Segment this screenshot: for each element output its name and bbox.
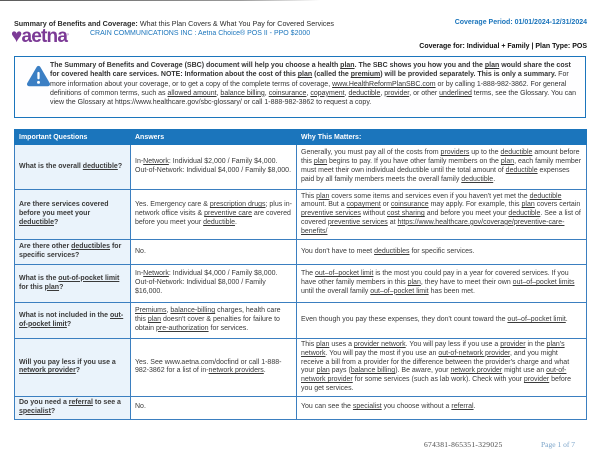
glossary-term[interactable]: balance-billing xyxy=(170,307,216,315)
plan-name-line: CRAIN COMMUNICATIONS INC : Aetna Choice® POS II - PPO $2000 xyxy=(90,30,311,37)
glossary-term[interactable]: coinsurance xyxy=(268,89,307,97)
aetna-logo xyxy=(11,26,69,48)
question-cell: What is not included in the out-of-pocket limit? xyxy=(15,303,131,339)
answer-cell: Yes. Emergency care & prescription drugs; plus in-network office visits & preventive care are covered before you meet your deductible. xyxy=(131,190,297,240)
glossary-term[interactable]: plan xyxy=(484,62,500,69)
table-row xyxy=(15,145,587,190)
glossary-term[interactable]: deductible xyxy=(348,89,381,97)
glossary-term[interactable]: balance billing xyxy=(350,367,396,375)
why-cell: The out–of–pocket limit is the most you could pay in a year for covered services. If you have other family members in this plan, they have to meet their own out–of–pocket limits until the overall family out–of–pocket limit has been met. xyxy=(297,265,587,303)
column-header-important-questions: Important Questions xyxy=(15,130,131,145)
warning-triangle-icon xyxy=(26,65,51,88)
aetna-logo-text: aetna xyxy=(21,26,68,47)
trademark-mark: ’ xyxy=(67,34,69,40)
text-segment: . The SBC shows you how you and the xyxy=(354,62,485,69)
heart-icon: ♥ xyxy=(11,26,22,47)
glossary-term[interactable]: deductible xyxy=(461,175,494,183)
question-cell: Are there services covered before you meet your deductible? xyxy=(15,190,131,240)
why-cell: This plan covers some items and services even if you haven't yet met the deductible amount. But a copayment or coinsurance may apply. For example, this plan covers certain preventive services without cost sharing and before you meet your deductible. See a list of covered preventive services at https://www.healthcare.gov/coverage/preventive-care-benefits/ xyxy=(297,190,587,240)
glossary-term[interactable]: plan xyxy=(316,341,330,348)
glossary-term[interactable]: out-of-pocket limit xyxy=(58,274,120,282)
glossary-term[interactable]: deductibles xyxy=(374,247,410,255)
question-cell: What is the out-of-pocket limit for this plan? xyxy=(15,265,131,303)
glossary-term[interactable]: copayment xyxy=(346,201,381,209)
glossary-term[interactable]: balance billing xyxy=(220,89,265,97)
coverage-period: Coverage Period: 01/01/2024-12/31/2024 xyxy=(454,19,587,26)
column-header-why-this-matters: Why This Matters: xyxy=(297,130,587,145)
glossary-term[interactable]: plan xyxy=(147,316,162,324)
glossary-term[interactable]: referral xyxy=(68,398,93,406)
glossary-term[interactable]: plan xyxy=(521,201,535,209)
column-header-answers: Answers xyxy=(131,130,297,145)
page-title-bold: Summary of Benefits and Coverage: xyxy=(14,19,138,28)
glossary-term[interactable]: plan xyxy=(44,283,60,291)
sbc-summary-box xyxy=(14,56,586,118)
glossary-term[interactable]: preventive services xyxy=(301,210,361,218)
glossary-term[interactable]: Network xyxy=(143,158,169,166)
glossary-term[interactable]: specialist xyxy=(19,407,51,415)
table-row xyxy=(15,303,587,339)
glossary-term[interactable]: out-of-pocket limit xyxy=(19,311,124,328)
glossary-term[interactable]: specialist xyxy=(352,403,382,411)
glossary-term[interactable]: premium xyxy=(350,71,381,79)
link[interactable]: www.HealthReformPlanSBC.com xyxy=(332,80,436,88)
glossary-term[interactable]: plan's network xyxy=(301,341,565,357)
glossary-term[interactable]: copayment xyxy=(310,89,345,97)
table-header-row xyxy=(15,130,587,145)
glossary-term[interactable]: preventive services xyxy=(327,218,388,226)
table-row xyxy=(15,190,587,240)
page-indicator: Page 1 of 7 xyxy=(541,440,575,449)
glossary-term[interactable]: deductible xyxy=(500,149,533,157)
table-row xyxy=(15,339,587,397)
glossary-term[interactable]: deductibles xyxy=(71,243,111,251)
glossary-term[interactable]: network providers xyxy=(208,367,264,375)
table-row xyxy=(15,265,587,303)
glossary-term[interactable]: pre-authorization xyxy=(156,324,209,332)
glossary-term[interactable]: providers xyxy=(440,149,470,157)
question-cell: Are there other deductibles for specific services? xyxy=(15,240,131,265)
why-cell: You can see the specialist you choose without a referral. xyxy=(297,396,587,419)
text-segment: The Summary of Benefits and Coverage (SBC) document will help you choose a health xyxy=(50,62,341,69)
glossary-term[interactable]: deductible xyxy=(505,167,538,174)
glossary-term[interactable]: allowed amount xyxy=(167,89,217,97)
text-segment: (called the xyxy=(312,71,351,79)
glossary-term[interactable]: provider xyxy=(523,376,550,384)
glossary-term[interactable]: provider xyxy=(384,89,410,97)
table-body xyxy=(15,145,587,420)
glossary-term[interactable]: provider network xyxy=(353,341,406,348)
glossary-term[interactable]: referral xyxy=(451,403,474,411)
answer-cell: In-Network: Individual $2,000 / Family $4,000. Out-of-Network: Individual $4,000 / Family $8,000. xyxy=(131,145,297,190)
glossary-term[interactable]: out–of–pocket limit xyxy=(315,270,374,278)
why-cell: You don't have to meet deductibles for specific services. xyxy=(297,240,587,265)
glossary-term[interactable]: preventive care xyxy=(204,210,252,218)
why-cell: Generally, you must pay all of the costs from providers up to the deductible amount before this plan begins to pay. If you have other family members on the plan, each family member must meet their own individual deductible until the total amount of deductible expenses paid by all family members meets the overall family deductible. xyxy=(297,145,587,190)
table-row xyxy=(15,240,587,265)
glossary-term[interactable]: underlined xyxy=(439,89,472,97)
table-row xyxy=(15,396,587,419)
answer-cell: Yes. See www.aetna.com/docfind or call 1-888-982-3862 for a list of in-network providers. xyxy=(131,339,297,397)
glossary-term[interactable]: plan xyxy=(407,279,421,287)
document-number: 674381-865351-329025 xyxy=(424,440,503,449)
answer-cell: In-Network: Individual $4,000 / Family $8,000. Out-of-Network: Individual $8,000 / Family $16,000. xyxy=(131,265,297,303)
glossary-term[interactable]: deductible xyxy=(508,210,541,218)
window-edge-line xyxy=(0,0,320,1)
glossary-term[interactable]: cost sharing xyxy=(387,210,425,218)
glossary-term[interactable]: coinsurance xyxy=(390,201,429,209)
glossary-term[interactable]: plan xyxy=(316,367,330,375)
link[interactable]: https://www.healthcare.gov/coverage/preventive-care-benefits/ xyxy=(301,218,565,235)
why-cell: This plan uses a provider network. You will pay less if you use a provider in the plan's network. You will pay the most if you use an out-of-network provider, and you might receive a bill from a provider for the difference between the provider's charge and what your plan pays (balance billing). Be aware, your network provider might use an out-of-network provider for some services (such as lab work). Check with your provider before you get services. xyxy=(297,339,587,397)
glossary-term[interactable]: deductible xyxy=(19,218,55,226)
glossary-term[interactable]: deductible xyxy=(203,218,236,226)
glossary-term[interactable]: out-of-network provider xyxy=(438,349,510,357)
glossary-term[interactable]: deductible xyxy=(82,162,118,170)
glossary-term[interactable]: network provider xyxy=(19,367,76,375)
answer-cell: No. xyxy=(131,396,297,419)
glossary-term[interactable]: out–of–pocket limit xyxy=(370,287,429,295)
glossary-term[interactable]: out–of–pocket limit xyxy=(507,316,566,324)
question-cell: What is the overall deductible? xyxy=(15,145,131,190)
glossary-term[interactable]: Premiums xyxy=(135,307,167,315)
question-cell: Will you pay less if you use a network provider? xyxy=(15,339,131,397)
glossary-term[interactable]: plan xyxy=(500,158,515,166)
text-segment: would share the cost for covered health care services. NOTE: Information about the cost of this xyxy=(50,62,571,79)
benefits-table xyxy=(14,129,587,420)
glossary-term[interactable]: deductible xyxy=(529,192,562,200)
glossary-term[interactable]: prescription drugs xyxy=(209,201,266,209)
text-segment: ) will be provided separately. This is only a summary. xyxy=(380,71,557,79)
glossary-term[interactable]: plan xyxy=(297,71,313,79)
page-title-rest: What this Plan Covers & What You Pay for Covered Services xyxy=(137,19,334,28)
answer-cell: Premiums, balance-billing charges, health care this plan doesn't cover & penalties for failure to obtain pre-authorization for services. xyxy=(131,303,297,339)
glossary-term[interactable]: Network xyxy=(143,270,169,278)
glossary-term[interactable]: plan xyxy=(316,192,330,200)
why-cell: Even though you pay these expenses, they don't count toward the out–of–pocket limit. xyxy=(297,303,587,339)
coverage-for-line: Coverage for: Individual + Family | Plan Type: POS xyxy=(419,43,587,50)
sbc-summary-text: The Summary of Benefits and Coverage (SBC) document will help you choose a health plan. The SBC shows you how you and the plan would share the cost for covered health care services. NOTE: Information about the cost of this plan (called the premium) will be provided separately. This is only a summary. For more information about your coverage, or to get a copy of the complete terms of coverage, www.HealthReformPlanSBC.com or by calling 1-888-982-3862. For general definitions of common terms, such as allowed amount, balance billing, coinsurance, copayment, deductible, provider, or other underlined terms, see the Glossary. You can view the Glossary at https://www.healthcare.gov/sbc-glossary/ or call 1-888-982-3862 to request a copy. xyxy=(50,62,577,107)
glossary-term[interactable]: network provider xyxy=(450,367,503,375)
answer-cell: No. xyxy=(131,240,297,265)
question-cell: Do you need a referral to see a specialist? xyxy=(15,396,131,419)
glossary-term[interactable]: out-of-network provider xyxy=(301,367,567,384)
glossary-term[interactable]: plan xyxy=(340,62,355,69)
glossary-term[interactable]: provider xyxy=(500,341,526,348)
glossary-term[interactable]: plan xyxy=(313,158,328,166)
glossary-term[interactable]: out–of–pocket limits xyxy=(512,279,575,287)
